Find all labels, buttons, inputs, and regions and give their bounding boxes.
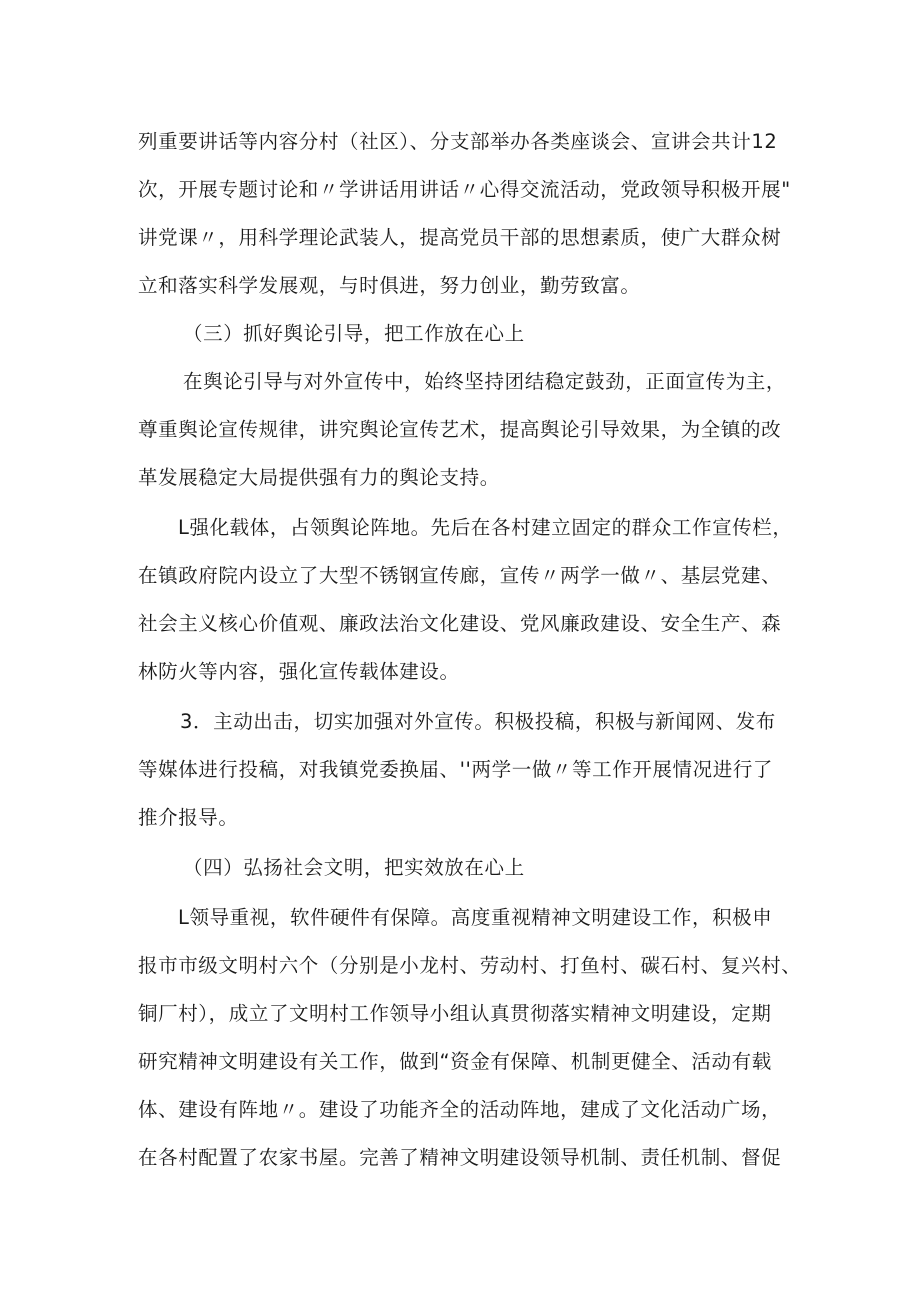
body-text-line: L强化载体，占领舆论阵地。先后在各村建立固定的群众工作宣传栏， — [178, 516, 793, 539]
body-text-line: 尊重舆论宣传规律，讲究舆论宣传艺术，提高舆论引导效果，为全镇的改 — [138, 418, 782, 441]
body-text-line: 社会主义核心价值观、廉政法治文化建设、党风廉政建设、安全生产、森 — [138, 612, 782, 635]
body-text-line: 研究精神文明建设有关工作，做到“资金有保障、机制更健全、活动有载 — [138, 1050, 772, 1073]
body-text-line: 推介报导。 — [138, 806, 239, 829]
body-text-line: 在舆论引导与对外宣传中，始终坚持团结稳定鼓劲，正面宣传为主， — [183, 370, 787, 393]
body-text-line: 讲党课〃，用科学理论武装人，提高党员干部的思想素质，使广大群众树 — [138, 226, 782, 249]
body-text-line: 铜厂村），成立了文明村工作领导小组认真贯彻落实精神文明建设，定期 — [138, 1002, 772, 1025]
body-text-line: 林防火等内容，强化宣传载体建设。 — [138, 660, 460, 683]
body-text-line: 立和落实科学发展观，与时俱进，努力创业，勤劳致富。 — [138, 274, 641, 297]
body-text-line: 体、建设有阵地〃。建设了功能齐全的活动阵地，建成了文化活动广场， — [138, 1098, 782, 1121]
body-text-line: 次，开展专题讨论和〃学讲话用讲话〃心得交流活动，党政领导积极开展" — [138, 178, 791, 201]
body-text-line: 在各村配置了农家书屋。完善了精神文明建设领导机制、责任机制、督促 — [138, 1146, 782, 1169]
section-heading: （三）抓好舆论引导，把工作放在心上 — [183, 322, 525, 345]
body-text-line: 列重要讲话等内容分村（社区）、分支部举办各类座谈会、宣讲会共计12 — [138, 130, 778, 153]
section-heading: （四）弘扬社会文明，把实效放在心上 — [183, 856, 525, 879]
body-text-line: 3．主动出击，切实加强对外宣传。积极投稿，积极与新闻网、发布 — [180, 710, 776, 733]
body-text-line: 革发展稳定大局提供强有力的舆论支持。 — [138, 466, 500, 489]
body-text-line: 等媒体进行投稿，对我镇党委换届、''两学一做〃等工作开展情况进行了 — [138, 758, 774, 781]
body-text-line: L领导重视，软件硬件有保障。高度重视精神文明建设工作，积极申 — [178, 906, 773, 929]
body-text-line: 报市市级文明村六个（分别是小龙村、劳动村、打鱼村、碳石村、复兴村、 — [138, 954, 802, 977]
body-text-line: 在镇政府院内设立了大型不锈钢宣传廊，宣传〃两学一做〃、基层党建、 — [138, 564, 782, 587]
